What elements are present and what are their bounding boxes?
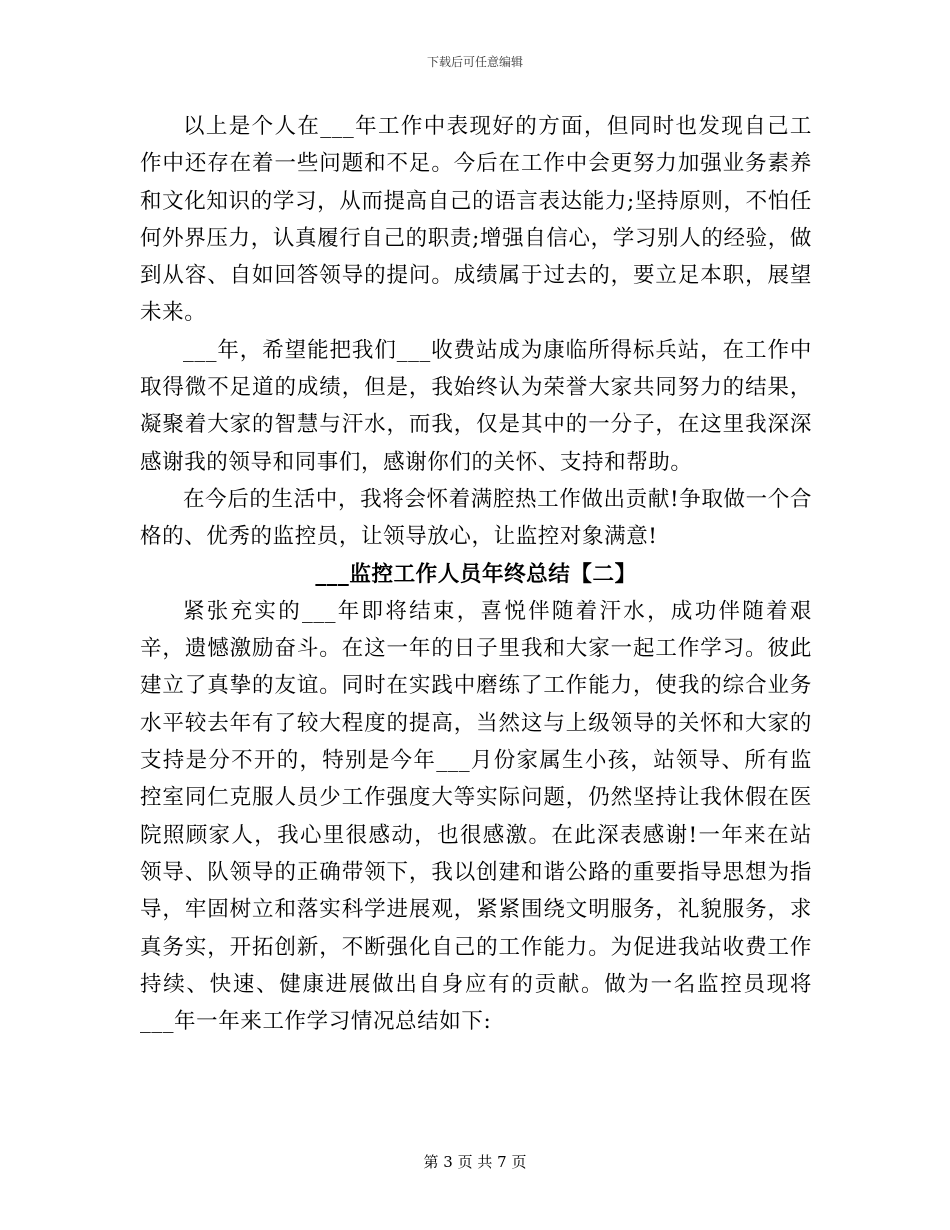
paragraph-3: 在今后的生活中，我将会怀着满腔热工作做出贡献!争取做一个合格的、优秀的监控员，让领导放心，让监控对象满意! — [140, 486, 812, 550]
paragraph-1: 以上是个人在___年工作中表现好的方面，但同时也发现自己工作中还存在着一些问题和不足。今后在工作中会更努力加强业务素养和文化知识的学习，从而提高自己的语言表达能力;坚持原则，不怕任何外界压力，认真履行自己的职责;增强自信心，学习别人的经验，做到从容、自如回答领导的提问。成绩属于过去的，要立足本职，展望未来。 — [140, 114, 812, 326]
paragraph-2: ___年，希望能把我们___收费站成为康临所得标兵站，在工作中取得微不足道的成绩，但是，我始终认为荣誉大家共同努力的结果，凝聚着大家的智慧与汗水，而我，仅是其中的一分子，在这里我深深感谢我的领导和同事们，感谢你们的关怀、支持和帮助。 — [140, 337, 812, 475]
section-title: ___监控工作人员年终总结【二】 — [315, 561, 637, 587]
page-footer: 第 3 页 共 7 页 — [423, 1153, 527, 1171]
page-header: 下载后可任意编辑 — [426, 55, 523, 69]
paragraph-4: 紧张充实的___年即将结束，喜悦伴随着汗水，成功伴随着艰辛，遗憾激励奋斗。在这一年的日子里我和大家一起工作学习。彼此建立了真挚的友谊。同时在实践中磨练了工作能力，使我的综合业务水平较去年有了较大程度的提高，当然这与上级领导的关怀和大家的支持是分不开的，特别是今年___月份家属生小孩，站领导、所有监控室同仁克服人员少工作强度大等实际问题，仍然坚持让我休假在医院照顾家人，我心里很感动，也很感激。在此深表感谢!一年来在站领导、队领导的正确带领下，我以创建和谐公路的重要指导思想为指导，牢固树立和落实科学进展观，紧紧围绕文明服务，礼貌服务，求真务实，开拓创新，不断强化自己的工作能力。为促进我站收费工作持续、快速、健康进展做出自身应有的贡献。做为一名监控员现将___年一年来工作学习情况总结如下: — [140, 598, 812, 1035]
document-body — [140, 108, 812, 1040]
